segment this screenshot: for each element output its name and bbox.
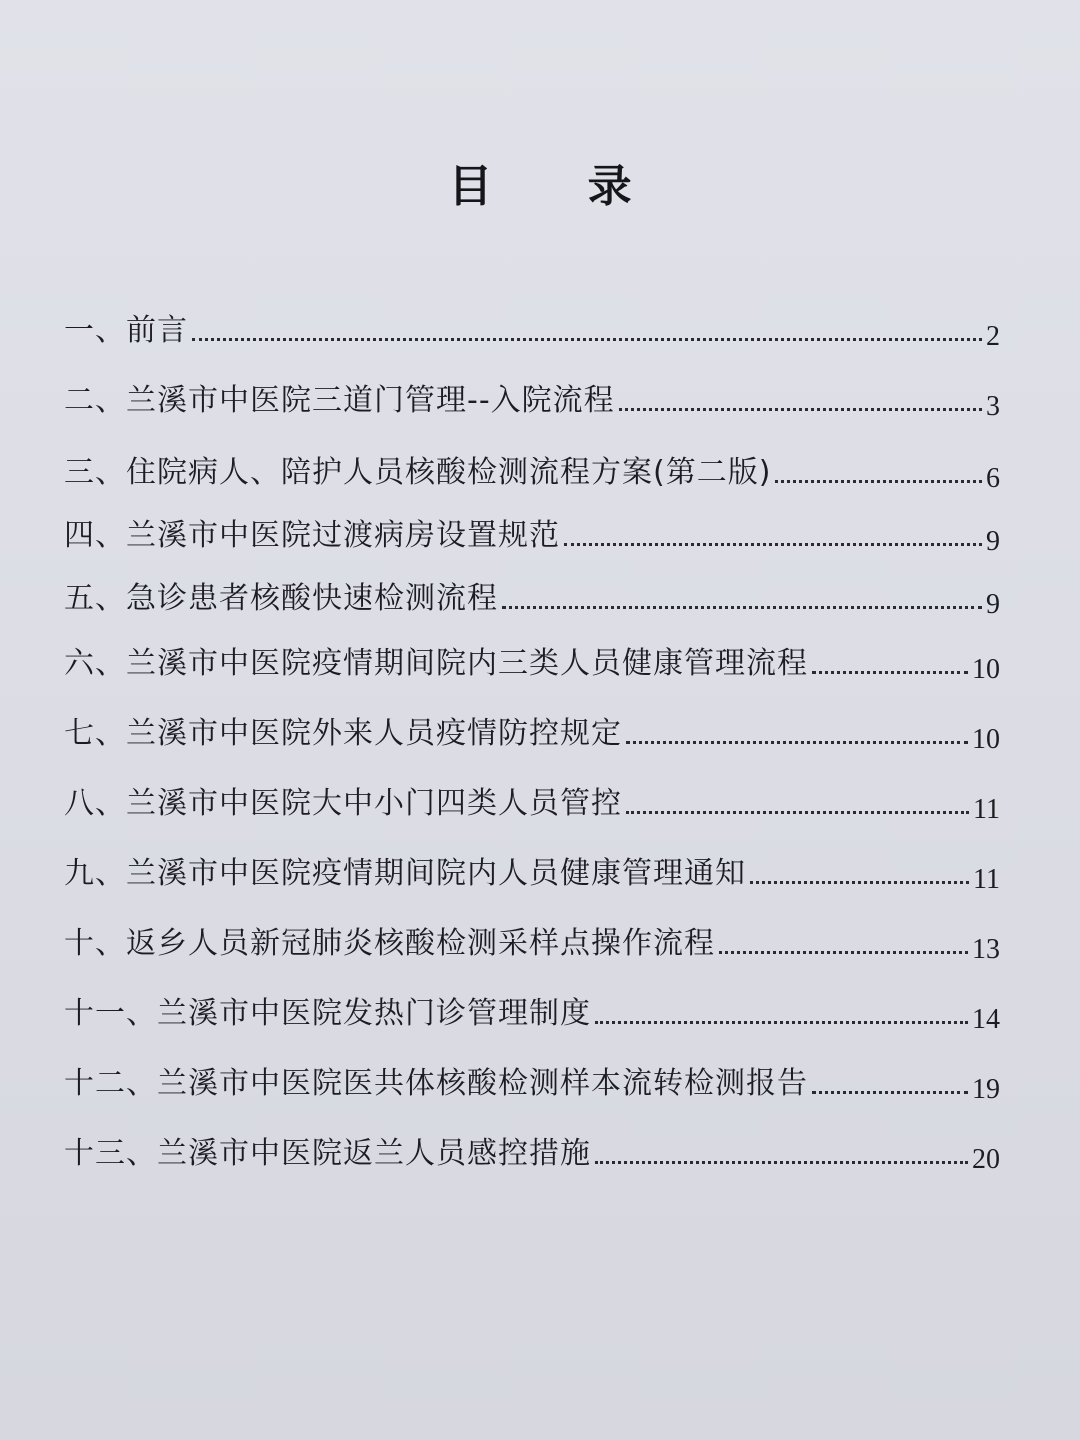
toc-entry: [64, 505, 1000, 555]
toc-entry: [64, 913, 1000, 963]
toc-entry: [64, 442, 1000, 492]
toc-entry-page: 9: [986, 526, 1000, 557]
toc-entry: [64, 633, 1000, 683]
dot-leader: [719, 951, 968, 954]
toc-entry: [64, 370, 1000, 420]
dot-leader: [775, 480, 982, 483]
toc-entry-page: 11: [973, 864, 1000, 895]
dot-leader: [564, 543, 982, 546]
toc-entry: [64, 983, 1000, 1033]
toc-entry-label: 四、兰溪市中医院过渡病房设置规范: [64, 518, 560, 553]
toc-entry-page: 14: [972, 1004, 1000, 1035]
toc-entry-label: 六、兰溪市中医院疫情期间院内三类人员健康管理流程: [64, 646, 808, 681]
toc-entry-page: 19: [972, 1074, 1000, 1105]
page-title: 目 录: [448, 161, 672, 212]
toc-entry: [64, 843, 1000, 893]
toc-entry-label: 十二、兰溪市中医院医共体核酸检测样本流转检测报告: [64, 1066, 808, 1101]
toc-entry-page: 2: [986, 321, 1000, 352]
toc-entry-page: 9: [986, 589, 1000, 620]
dot-leader: [502, 606, 982, 609]
toc-entry-page: 11: [973, 794, 1000, 825]
toc-entry-page: 10: [972, 724, 1000, 755]
toc-entry: [64, 568, 1000, 618]
toc-entry-label: 十三、兰溪市中医院返兰人员感控措施: [64, 1136, 591, 1171]
toc-entry: [64, 300, 1000, 350]
dot-leader: [192, 338, 982, 341]
toc-entry-label: 三、住院病人、陪护人员核酸检测流程方案(第二版): [64, 455, 772, 490]
toc-entry: [64, 1123, 1000, 1173]
dot-leader: [812, 1091, 968, 1094]
dot-leader: [626, 741, 968, 744]
toc-entry-label: 五、急诊患者核酸快速检测流程: [64, 581, 498, 616]
toc-entry-page: 10: [972, 654, 1000, 685]
toc-entry-label: 二、兰溪市中医院三道门管理--入院流程: [64, 383, 615, 418]
dot-leader: [595, 1161, 968, 1164]
dot-leader: [595, 1021, 968, 1024]
dot-leader: [812, 671, 968, 674]
toc-entry-page: 13: [972, 934, 1000, 965]
toc-entry-label: 七、兰溪市中医院外来人员疫情防控规定: [64, 716, 622, 751]
dot-leader: [619, 408, 982, 411]
dot-leader: [626, 811, 969, 814]
toc-entry: [64, 703, 1000, 753]
toc-entry-label: 一、前言: [64, 313, 188, 348]
toc-entry-page: 3: [986, 391, 1000, 422]
toc-entry: [64, 1053, 1000, 1103]
toc-entry-label: 十一、兰溪市中医院发热门诊管理制度: [64, 996, 591, 1031]
toc-entry-page: 6: [986, 463, 1000, 494]
toc-entry-page: 20: [972, 1144, 1000, 1175]
toc-entry-label: 十、返乡人员新冠肺炎核酸检测采样点操作流程: [64, 926, 715, 961]
dot-leader: [750, 881, 969, 884]
toc-entry: [64, 773, 1000, 823]
toc-entry-label: 九、兰溪市中医院疫情期间院内人员健康管理通知: [64, 856, 746, 891]
toc-entry-label: 八、兰溪市中医院大中小门四类人员管控: [64, 786, 622, 821]
